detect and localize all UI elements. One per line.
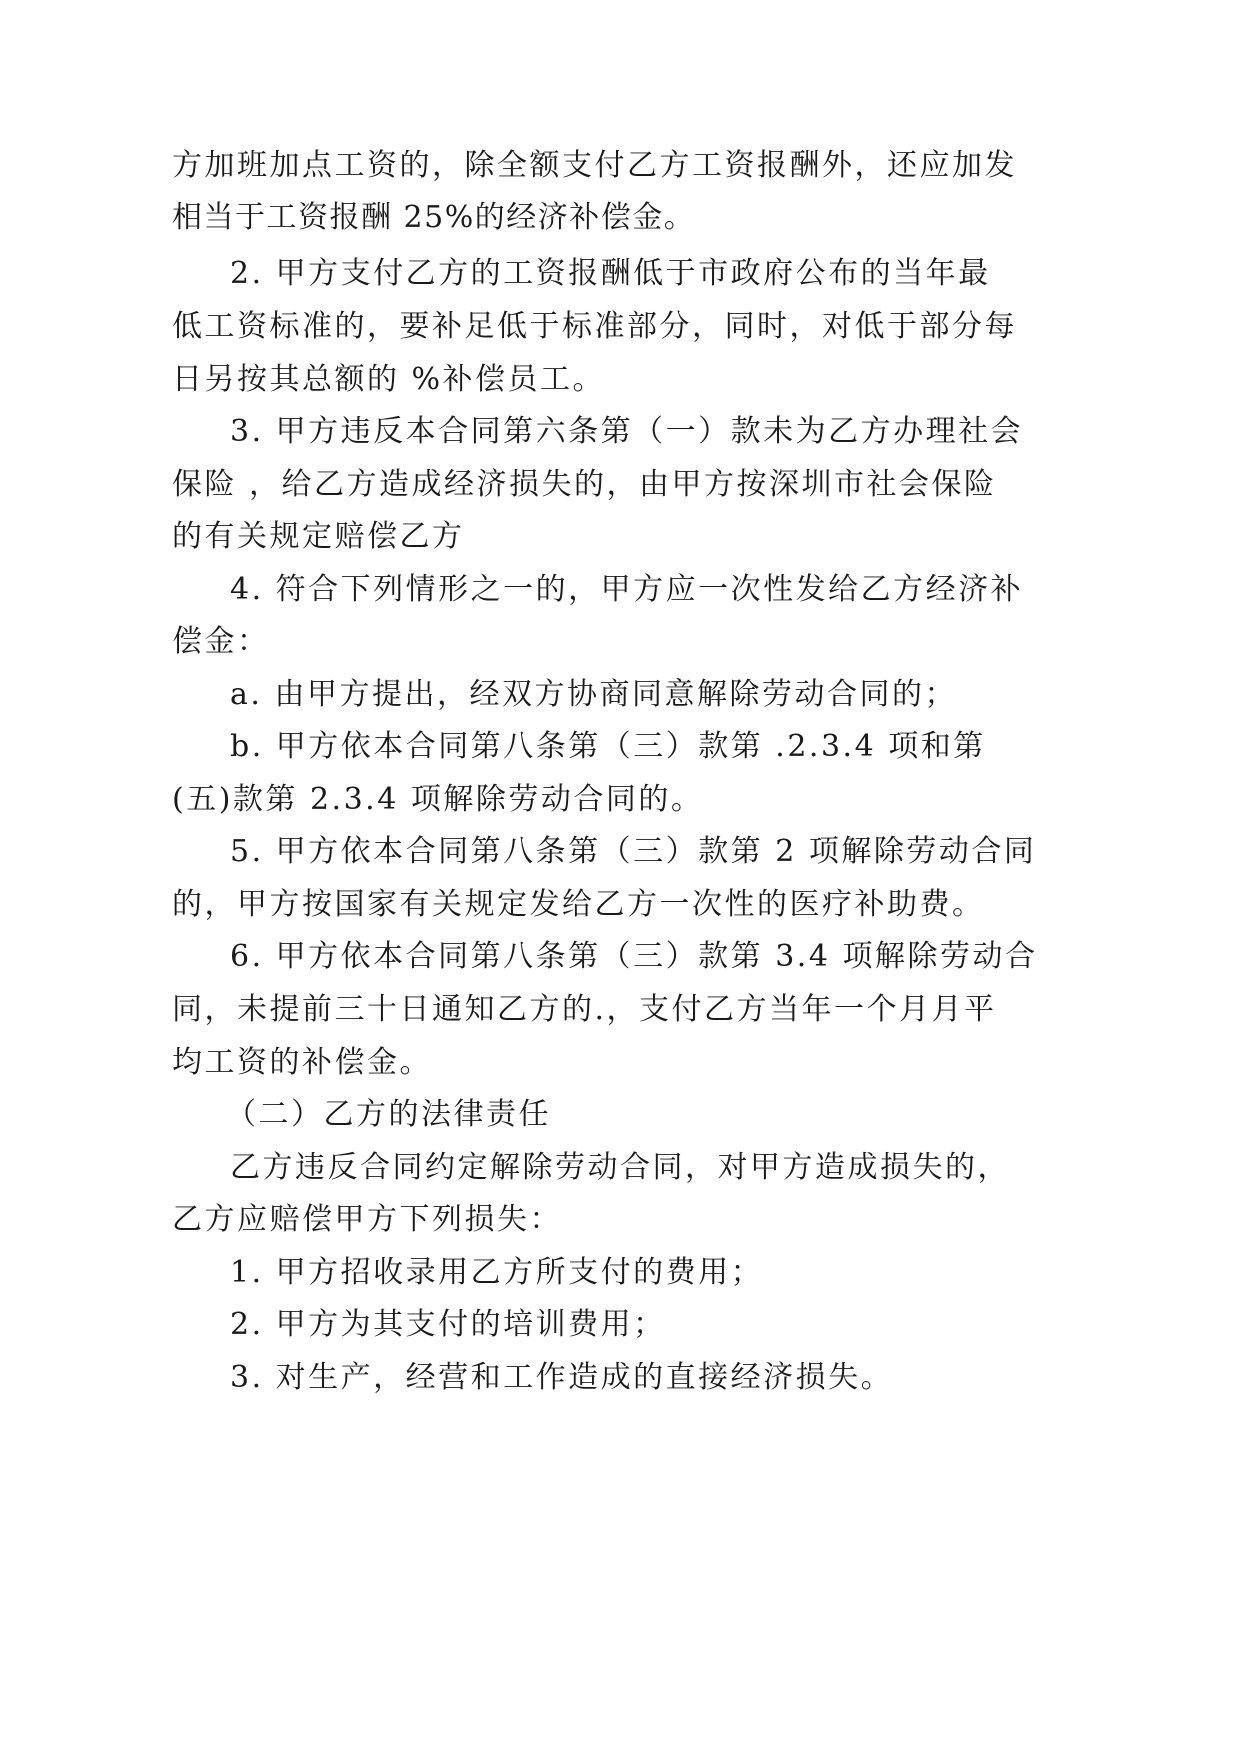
text-line: 的，甲方按国家有关规定发给乙方一次性的医疗补助费。 (172, 887, 985, 922)
text-line: a. 由甲方提出，经双方协商同意解除劳动合同的； (230, 677, 957, 712)
text-line: 均工资的补偿金。 (172, 1045, 432, 1080)
section-heading: （二）乙方的法律责任 (226, 1097, 551, 1132)
text-line: 5. 甲方依本合同第八条第（三）款第 2 项解除劳动合同 (230, 834, 1037, 869)
text-line: 乙方应赔偿甲方下列损失： (172, 1202, 562, 1237)
text-line: 的有关规定赔偿乙方 (172, 519, 465, 554)
text-line: 6. 甲方依本合同第八条第（三）款第 3.4 项解除劳动合 (230, 939, 1038, 974)
text-line: 3. 甲方违反本合同第六条第（一）款未为乙方办理社会 (230, 414, 1024, 449)
text-line: 同，未提前三十日通知乙方的.，支付乙方当年一个月月平 (172, 992, 997, 1027)
text-line: (五)款第 2.3.4 项解除劳动合同的。 (172, 782, 704, 817)
text-line: 日另按其总额的 %补偿员工。 (172, 362, 606, 397)
text-line: 2. 甲方支付乙方的工资报酬低于市政府公布的当年最 (230, 256, 991, 291)
text-line: 1. 甲方招收录用乙方所支付的费用； (230, 1255, 764, 1290)
text-line: 乙方违反合同约定解除劳动合同，对甲方造成损失的， (230, 1150, 1010, 1185)
text-line: 偿金： (172, 624, 270, 659)
text-line: 低工资标准的，要补足低于标准部分，同时，对低于部分每 (172, 309, 1017, 344)
text-line: 方加班加点工资的，除全额支付乙方工资报酬外，还应加发 (172, 148, 1017, 183)
text-line: 3. 对生产，经营和工作造成的直接经济损失。 (230, 1360, 894, 1395)
text-line: 保险 ，给乙方造成经济损失的，由甲方按深圳市社会保险 (172, 467, 997, 502)
text-line: b. 甲方依本合同第八条第（三）款第 .2.3.4 项和第 (230, 729, 986, 764)
text-line: 相当于工资报酬 25%的经济补偿金。 (172, 200, 696, 235)
text-line: 2. 甲方为其支付的培训费用； (230, 1307, 666, 1342)
text-line: 4. 符合下列情形之一的，甲方应一次性发给乙方经济补 (230, 572, 1024, 607)
